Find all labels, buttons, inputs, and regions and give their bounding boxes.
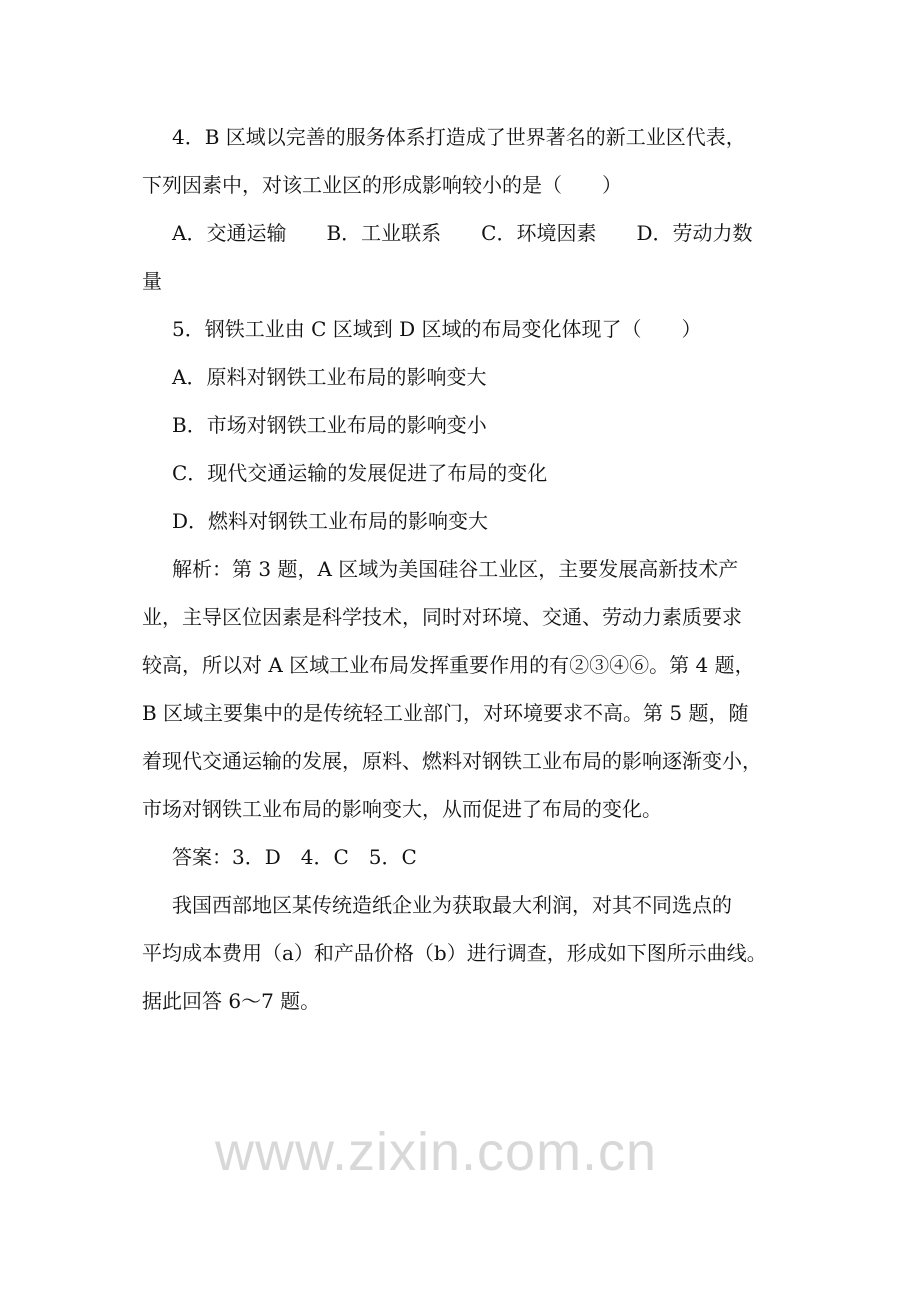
- analysis-line: 较高，所以对 A 区域工业布局发挥重要作用的有②③④⑥。第 4 题，: [142, 653, 755, 677]
- q4-options-wrap: 量: [142, 269, 162, 293]
- q5-option-a: A．原料对钢铁工业布局的影响变大: [172, 365, 487, 389]
- analysis-line: 市场对钢铁工业布局的影响变大，从而促进了布局的变化。: [142, 797, 662, 821]
- intro-line: 据此回答 6～7 题。: [142, 989, 321, 1013]
- q5-option-b: B．市场对钢铁工业布局的影响变小: [172, 413, 487, 437]
- intro-line: 平均成本费用（a）和产品价格（b）进行调查，形成如下图所示曲线。: [142, 941, 767, 965]
- analysis-line: 业，主导区位因素是科学技术，同时对环境、交通、劳动力素质要求: [142, 605, 742, 629]
- analysis-line: 着现代交通运输的发展，原料、燃料对钢铁工业布局的影响逐渐变小，: [142, 749, 762, 773]
- q4-options: A．交通运输 B．工业联系 C．环境因素 D．劳动力数: [172, 221, 753, 245]
- intro-line: 我国西部地区某传统造纸企业为获取最大利润，对其不同选点的: [172, 893, 732, 917]
- q5-option-c: C．现代交通运输的发展促进了布局的变化: [172, 461, 548, 485]
- q5-stem: 5．钢铁工业由 C 区域到 D 区域的布局变化体现了（ ）: [172, 317, 702, 341]
- q4-stem-line2: 下列因素中，对该工业区的形成影响较小的是（ ）: [142, 173, 622, 197]
- q5-option-d: D．燃料对钢铁工业布局的影响变大: [172, 509, 489, 533]
- analysis-line: 解析：第 3 题，A 区域为美国硅谷工业区，主要发展高新技术产: [172, 557, 739, 581]
- watermark: www.zixin.com.cn: [215, 1122, 658, 1182]
- analysis-line: B 区域主要集中的是传统轻工业部门，对环境要求不高。第 5 题，随: [142, 701, 749, 725]
- answer-line: 答案：3．D 4．C 5．C: [172, 845, 417, 869]
- q4-stem-line1: 4．B 区域以完善的服务体系打造成了世界著名的新工业区代表，: [172, 125, 746, 149]
